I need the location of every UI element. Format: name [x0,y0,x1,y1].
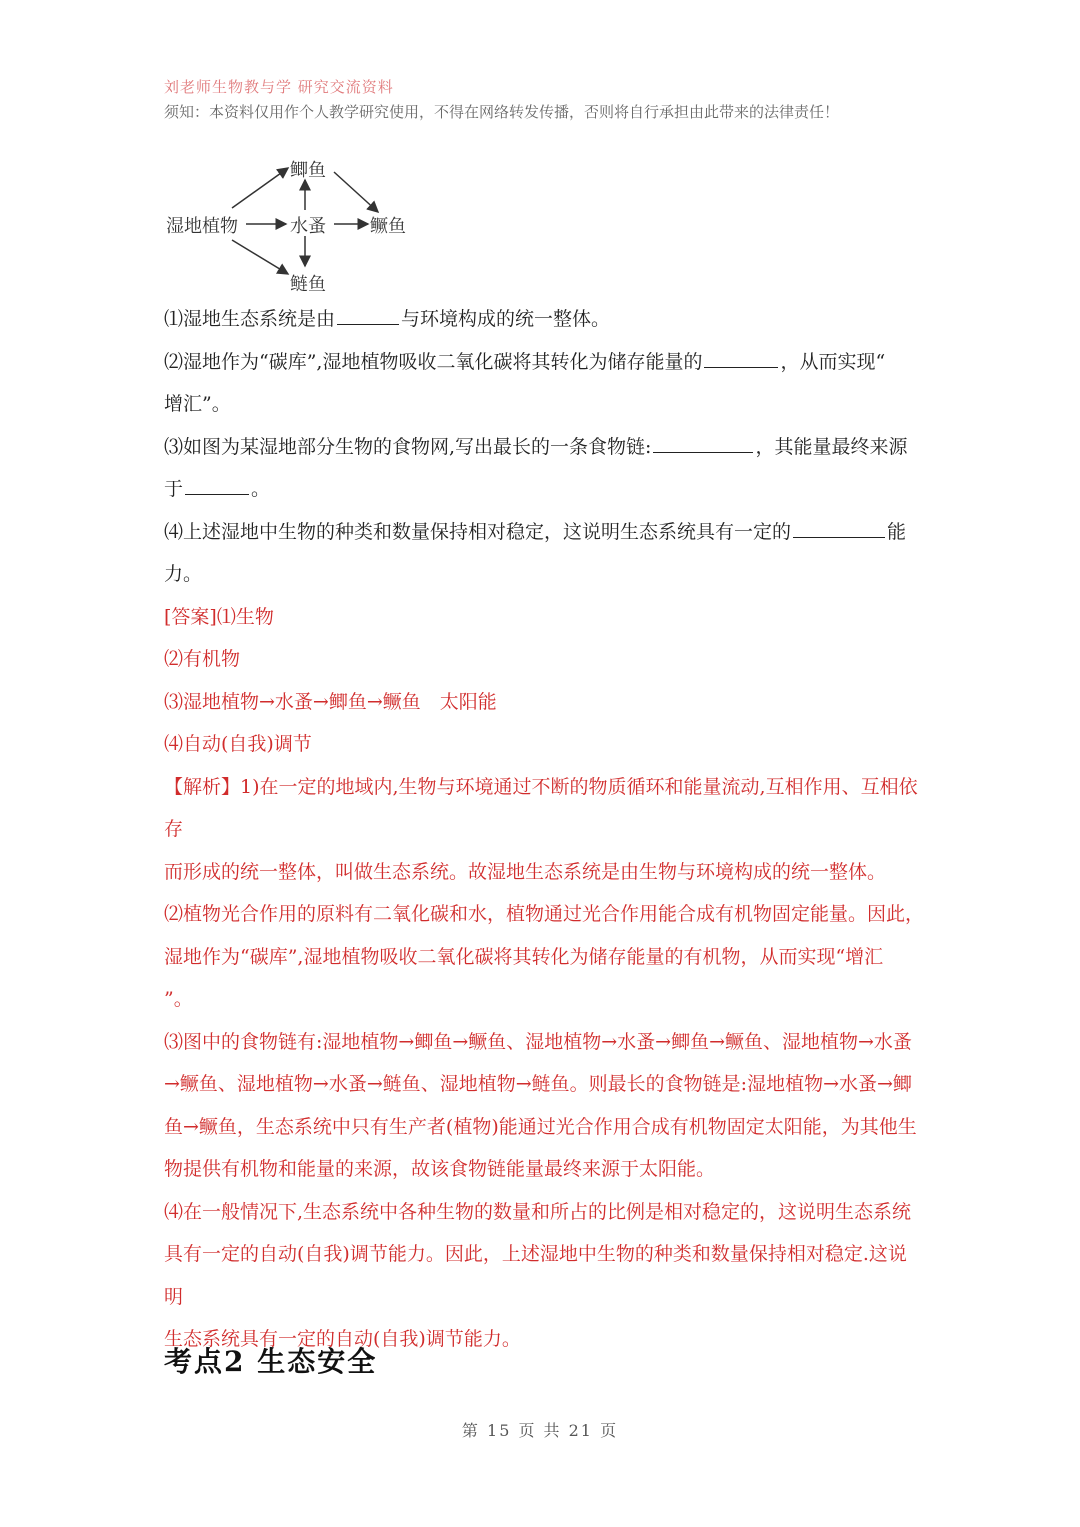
answer-4: ⑷自动(自我)调节 [164,733,312,755]
analysis-1-line-2: 而形成的统一整体，叫做生态系统。故湿地生态系统是由生物与环境构成的统一整体。 [164,860,887,883]
answer-blank [704,347,778,368]
arrow-plant-silver [232,240,288,274]
header-notice: 须知：本资料仅用作个人教学研究使用，不得在网络转发传播，否则将自行承担由此带来的法律责任！ [164,103,840,121]
header-source: 刘老师生物教与学 研究交流资料 [164,78,394,96]
answer-2: ⑵有机物 [164,648,241,670]
analysis-3-line-3: 鱼→鳜鱼，生态系统中只有生产者(植物)能通过光合作用合成有机物固定太阳能，为其他生 [164,1115,917,1138]
node-water-flea: 水蚤 [290,216,326,237]
question-2-text-mid: ，从而实现“ [780,350,886,373]
node-crucian-carp: 鲫鱼 [290,160,326,181]
analysis-2-line-2: 湿地作为“碳库”,湿地植物吸收二氧化碳将其转化为储存能量的有机物，从而实现“增汇 [164,945,884,968]
analysis-4-line-1: ⑷在一般情况下,生态系统中各种生物的数量和所占的比例是相对稳定的，这说明生态系统 [164,1200,912,1223]
analysis-1-line-1: 【解析】1)在一定的地域内,生物与环境通过不断的物质循环和能量流动,互相作用、互相依存 [164,775,918,840]
analysis-4-line-2: 具有一定的自动(自我)调节能力。因此，上述湿地中生物的种类和数量保持相对稳定.这说明 [164,1243,907,1308]
question-1-text-end: 与环境构成的统一整体。 [401,308,611,330]
answer-blank [337,304,399,325]
question-2-cont: 增汇”。 [164,393,231,415]
node-mandarin-fish: 鳜鱼 [370,216,406,237]
page-header [164,74,1024,124]
arrow-crucian-mandarin [334,172,378,212]
question-3-text: ⑶如图为某湿地部分生物的食物网,写出最长的一条食物链: [164,435,652,458]
answer-blank [653,432,753,453]
question-3-text-mid: ，其能量最终来源 [755,435,908,458]
analysis-2-line-3: ”。 [164,988,193,1010]
analysis-2-line-1: ⑵植物光合作用的原料有二氧化碳和水，植物通过光合作用能合成有机物固定能量。因此， [164,903,925,925]
question-content [164,298,924,1361]
question-4-text-mid: 能 [887,520,907,543]
question-4-cont: 力。 [164,563,203,585]
question-3-cont [164,468,924,511]
analysis-4-line-3: 生态系统具有一定的自动(自我)调节能力。 [164,1328,521,1350]
question-1 [164,298,924,341]
analysis-3-line-4: 物提供有机物和能量的来源，故该食物链能量最终来源于太阳能。 [164,1158,716,1180]
answer-blank [185,474,249,495]
arrow-plant-crucian [232,168,288,208]
food-web-diagram [162,150,422,300]
question-4-text: ⑷上述湿地中生物的种类和数量保持相对稳定，这说明生态系统具有一定的 [164,520,792,543]
analysis-3-line-2: →鳜鱼、湿地植物→水蚤→鲢鱼、湿地植物→鲢鱼。则最长的食物链是:湿地植物→水蚤→鲫 [164,1073,912,1095]
node-silver-carp: 鲢鱼 [290,274,326,295]
section-title: 考点2 生态安全 [164,1345,378,1378]
question-3 [164,426,924,469]
page-number: 第 15 页 共 21 页 [461,1421,619,1440]
question-1-text: ⑴湿地生态系统是由 [164,308,336,330]
answer-1: [答案]⑴生物 [164,605,274,628]
answer-3: ⑶湿地植物→水蚤→鲫鱼→鳜鱼 太阳能 [164,690,497,713]
question-3-text-cont: 于 [164,478,184,500]
question-3-text-end: 。 [251,478,271,500]
analysis-3-line-1: ⑶图中的食物链有:湿地植物→鲫鱼→鳜鱼、湿地植物→水蚤→鲫鱼→鳜鱼、湿地植物→水蚤 [164,1030,912,1053]
question-4 [164,511,924,554]
question-2 [164,341,924,384]
question-2-text: ⑵湿地作为“碳库”,湿地植物吸收二氧化碳将其转化为储存能量的 [164,350,703,373]
answer-blank [793,517,885,538]
node-wetland-plant: 湿地植物 [166,216,238,237]
